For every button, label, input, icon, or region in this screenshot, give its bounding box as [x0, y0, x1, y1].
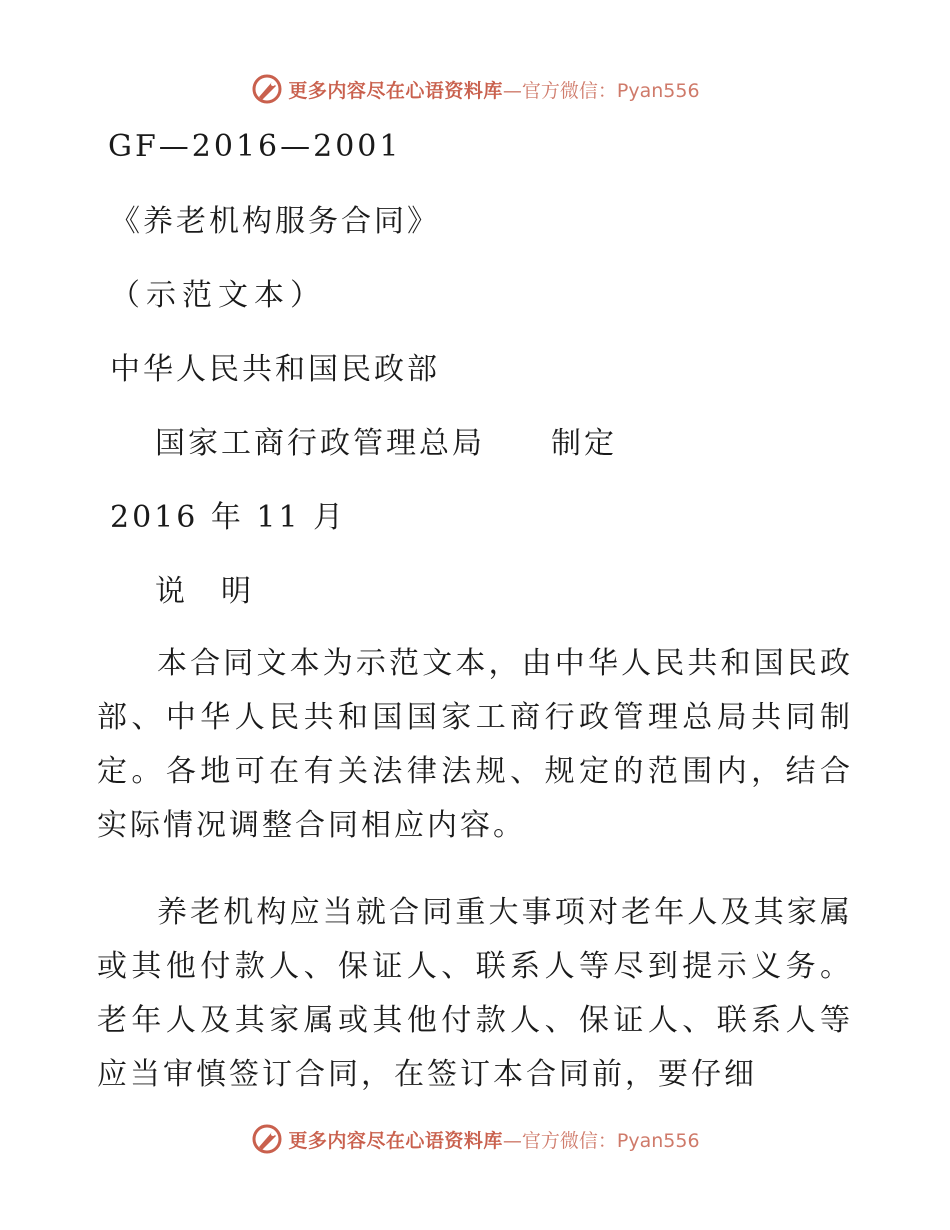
watermark-site-text: 更多内容尽在心语资料库 — [288, 1129, 503, 1152]
pen-nib-icon — [250, 72, 284, 106]
paragraph: 养老机构应当就合同重大事项对老年人及其家属或其他付款人、保证人、联系人等尽到提示义务。老年人及其家属或其他付款人、保证人、联系人等应当审慎签订合同，在签订本合同前，要仔细 — [97, 895, 853, 1092]
watermark-header — [0, 72, 950, 106]
pen-nib-icon — [250, 1122, 284, 1156]
paragraph: 本合同文本为示范文本，由中华人民共和国民政部、中华人民共和国国家工商行政管理总局共同制定。各地可在有关法律法规、规定的范围内，结合实际情况调整合同相应内容。 — [97, 646, 853, 843]
document-subtitle: （示范文本） — [110, 278, 326, 313]
document-title: 《养老机构服务合同》 — [110, 204, 440, 239]
issue-date: 2016 年 11 月 — [110, 500, 347, 535]
watermark-footer — [0, 1122, 950, 1156]
issuer-ministry-civil-affairs: 中华人民共和国民政部 — [110, 352, 440, 387]
standard-code: GF—2016—2001 — [108, 129, 402, 164]
watermark-contact-text: —官方微信：Pyan556 — [502, 79, 700, 102]
issuer-saic: 国家工商行政管理总局 制定 — [155, 426, 617, 461]
section-heading: 说 明 — [155, 574, 254, 609]
watermark-site-text: 更多内容尽在心语资料库 — [288, 79, 503, 102]
watermark-contact-text: —官方微信：Pyan556 — [502, 1129, 700, 1152]
